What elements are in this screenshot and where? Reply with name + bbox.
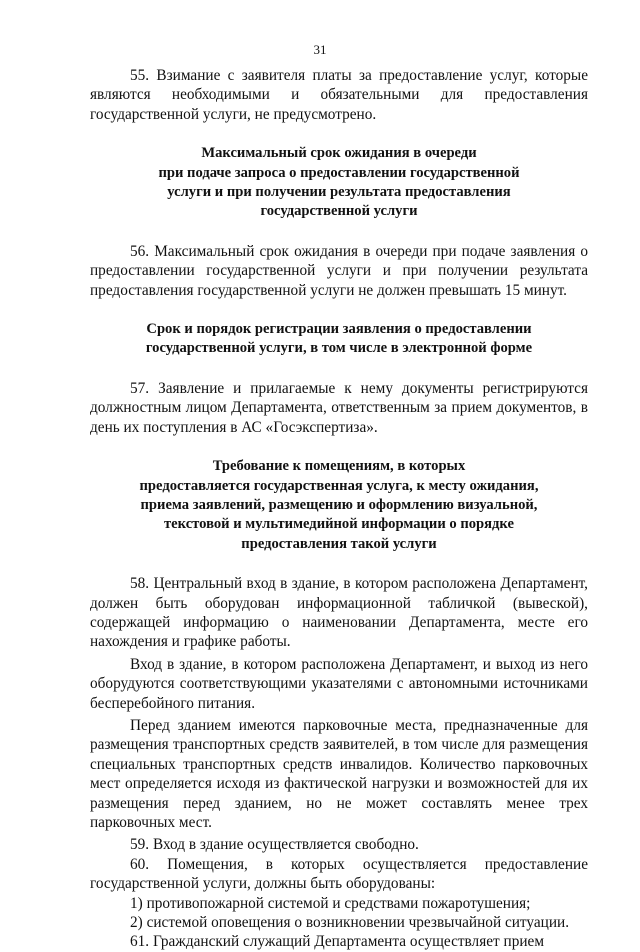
heading-line: приема заявлений, размещению и оформлению визуальной, [140, 496, 538, 513]
heading-queue-waiting-time [90, 144, 588, 222]
list-item-1: 1) противопожарной системой и средствами пожаротушения; [130, 894, 531, 912]
heading-line: Требование к помещениям, в которых [212, 458, 466, 475]
paragraph-60: 60. Помещения, в которых осуществляется предоставление государственной услуги, должны быть оборудованы: [90, 855, 588, 893]
heading-line: предоставляется государственная услуга, к месту ожидания, [139, 477, 539, 494]
heading-line: Максимальный срок ожидания в очереди [201, 145, 477, 162]
paragraph-61: 61. Гражданский служащий Департамента осуществляет прием [130, 933, 545, 951]
heading-line: Срок и порядок регистрации заявления о предоставлении [146, 321, 532, 338]
heading-line: предоставления такой услуги [241, 535, 437, 552]
paragraph-58: 58. Центральный вход в здание, в котором расположена Департамент, должен быть оборудован информационной табличкой (вывеской), содержащей информацию о наименовании Департамента, месте его нахождения и графике работы. [90, 575, 588, 651]
paragraph-56: 56. Максимальный срок ожидания в очереди при подаче заявления о предоставлении государственной услуги и при получении результата предоставления государственной услуги не должен превышать 15 минут. [90, 242, 588, 299]
paragraph-59: 59. Вход в здание осуществляется свободно. [130, 836, 419, 854]
heading-line: услуги и при получении результата предоставления [167, 184, 511, 201]
paragraph-57: 57. Заявление и прилагаемые к нему документы регистрируются должностным лицом Департамента, ответственным за прием документов, в день их поступления в АС «Госэкспертиза». [90, 379, 588, 436]
heading-line: текстовой и мультимедийной информации о порядке [164, 516, 514, 533]
page-number: 31 [313, 42, 327, 57]
heading-line: государственной услуги, в том числе в электронной форме [145, 340, 533, 357]
document-body [90, 66, 588, 952]
heading-line: при подаче запроса о предоставлении государственной [158, 164, 520, 181]
heading-premises-requirements [90, 457, 588, 554]
heading-line: государственной услуги [260, 203, 418, 220]
paragraph-55: 55. Взимание с заявителя платы за предоставление услуг, которые являются необходимыми и обязательными для предоставления государственной услуги, не предусмотрено. [90, 67, 588, 123]
paragraph-parking: Перед зданием имеются парковочные места, предназначенные для размещения транспортных средств заявителей, в том числе для размещения специальных транспортных средств инвалидов. Количество парковочных мест определяется исходя из фактической нагрузки и возможностей для их размещения перед зданием, но не может составлять менее трех парковочных мест. [90, 716, 588, 831]
list-item-2: 2) системой оповещения о возникновении чрезвычайной ситуации. [130, 914, 570, 932]
paragraph-entrance-signs: Вход в здание, в котором расположена Департамент, и выход из него оборудуются соответствующими указателями с автономными источниками бесперебойного питания. [90, 655, 588, 712]
heading-registration [90, 320, 588, 359]
